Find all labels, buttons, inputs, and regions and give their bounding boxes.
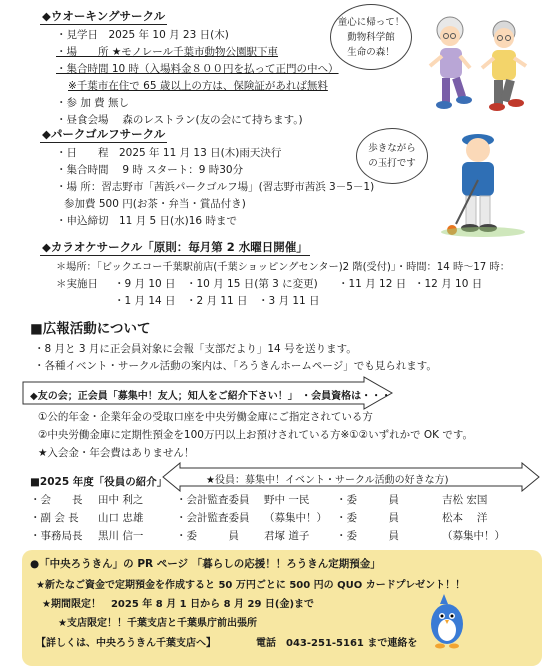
officer-cell: 野中 一民 bbox=[264, 494, 310, 506]
parkgolf-place: ・場 所：習志野市「茜浜パークゴルフ場」(習志野市茜浜 3－5－1) bbox=[56, 181, 375, 193]
officer-cell: （募集中！） bbox=[442, 530, 505, 542]
friends-qualification: ②中央労働金庫に定期性預金を100万円以上お預けされている方※①②いずれかで OK です。 bbox=[38, 429, 474, 441]
walking-fee: ・参 加 費 無し bbox=[56, 97, 130, 109]
officer-cell: 黒川 信一 bbox=[98, 530, 144, 542]
walking-place: ・場 所 ★モノレール千葉市動物公園駅下車 bbox=[56, 46, 279, 58]
officer-cell: ・委 員 bbox=[336, 530, 399, 542]
bubble-line: 童心に帰って！ bbox=[337, 16, 405, 28]
officer-cell: ・委 員 bbox=[336, 494, 399, 506]
karaoke-title: ◆カラオケサークル「原則：毎月第 2 水曜日開催」 bbox=[42, 240, 308, 254]
karaoke-date: ・1 月 14 日 bbox=[114, 295, 176, 307]
karaoke-place-time: ＊場所：「ビックエコー千葉駅前店(千葉ショッピングセンター)2 階(受付)」・時間：14 時～17 時： bbox=[56, 262, 510, 273]
bank-pr-line: ★支店限定！！千葉支店と千葉県庁前出張所 bbox=[58, 618, 257, 629]
officer-cell: ・事務局長 bbox=[30, 530, 83, 542]
pr-line: ・8 月と 3 月に正会員対象に会報「支部だより」14 号を送ります。 bbox=[34, 343, 357, 355]
officer-cell: 田中 利之 bbox=[98, 494, 144, 506]
bubble-line: 動物科学館 bbox=[347, 31, 395, 43]
walking-visit-date: ・見学日 2025 年 10 月 23 日(木) bbox=[56, 29, 229, 41]
bubble-line: 歩きながら bbox=[368, 143, 416, 154]
karaoke-date: ・10 月 15 日(第 3 に変更) bbox=[186, 278, 318, 290]
walking-lunch: ・昼食会場 森のレストラン(友の会にて持ちます。) bbox=[56, 114, 303, 126]
parkgolf-title: ◆パークゴルフサークル bbox=[42, 127, 166, 141]
friends-arrow-text: ◆友の会；正会員「募集中！友人；知人をご紹介下さい！」 ・会員資格は・・・ bbox=[30, 391, 392, 402]
bank-pr-line: ★新たなご資金で定期預金を作成すると 50 万円ごとに 500 円の QUO カードプレゼント！！ bbox=[36, 580, 466, 591]
karaoke-dates-label: ＊実施日 bbox=[56, 278, 98, 290]
bank-pr-title: ●「中央ろうきん」の PR ページ 「暮らしの応援！！ろうきん定期預金」 bbox=[30, 558, 381, 570]
officers-recruiting-text: ★役員：募集中！イベント・サークル活動の好きな方) bbox=[206, 475, 449, 486]
bird-mascot-illustration bbox=[424, 590, 470, 650]
karaoke-date: ・2 月 11 日 bbox=[186, 295, 248, 307]
officer-cell: ・会計監査委員 bbox=[176, 494, 250, 506]
parkgolf-fee: 参加費 500 円(お茶・弁当・賞品付き) bbox=[64, 198, 246, 210]
walking-meeting-time: ・集合時間 10 時（入場料金８００円を払って正門の中へ） bbox=[56, 63, 339, 75]
officer-cell: 松本 洋 bbox=[442, 512, 488, 524]
bubble-line: 生命の森！ bbox=[347, 46, 395, 58]
walking-note: ※千葉市在住で 65 歳以上の方は、保険証があれば無料 bbox=[68, 80, 328, 92]
officer-cell: ・委 員 bbox=[336, 512, 399, 524]
pr-title: ■広報活動について bbox=[30, 321, 151, 337]
bank-pr-line: ★期間限定！ 2025 年 8 月 1 日から 8 月 29 日(金)まで bbox=[42, 599, 315, 610]
karaoke-date: ・11 月 12 日 bbox=[338, 278, 407, 290]
officer-cell: （募集中！） bbox=[264, 512, 327, 524]
officer-cell: 君塚 道子 bbox=[264, 530, 310, 542]
parkgolf-deadline: ・申込締切 11 月 5 日(水)16 時まで bbox=[56, 215, 237, 227]
bank-pr-phone: 電話 043-251-5161 まで連絡を bbox=[256, 638, 418, 649]
walking-speech-bubble bbox=[330, 4, 412, 70]
officer-cell: 吉松 宏国 bbox=[442, 494, 488, 506]
karaoke-date: ・3 月 11 日 bbox=[258, 295, 320, 307]
officer-cell: ・会 長 bbox=[30, 494, 83, 506]
officer-cell: ・委 員 bbox=[176, 530, 239, 542]
parkgolf-time: ・集合時間 9 時 スタート：9 時30分 bbox=[56, 164, 244, 176]
pr-line: ・各種イベント・サークル活動の案内は、「ろうきんホームページ」でも見られます。 bbox=[34, 360, 437, 372]
officer-cell: ・副 会 長 bbox=[30, 512, 79, 524]
officers-title: ■2025 年度「役員の紹介」 bbox=[30, 476, 168, 488]
officer-cell: ・会計監査委員 bbox=[176, 512, 250, 524]
parkgolf-date: ・日 程 2025 年 11 月 13 日(木)雨天決行 bbox=[56, 147, 282, 159]
friends-qualification: ①公的年金・企業年金の受取口座を中央労働金庫にご指定されている方 bbox=[38, 411, 373, 423]
bank-pr-contact: 【詳しくは、中央ろうきん千葉支店へ】 bbox=[36, 638, 216, 649]
officer-cell: 山口 忠雄 bbox=[98, 512, 144, 524]
friends-fee-note: ★入会金・年会費はありません！ bbox=[38, 447, 195, 459]
walking-couple-illustration bbox=[418, 8, 540, 120]
karaoke-date: ・12 月 10 日 bbox=[414, 278, 483, 290]
parkgolf-speech-bubble bbox=[356, 128, 428, 184]
golfer-illustration bbox=[428, 128, 526, 238]
bubble-line: の玉打です bbox=[368, 158, 416, 169]
walking-title: ◆ウオーキングサークル bbox=[42, 9, 166, 23]
karaoke-date: ・9 月 10 日 bbox=[114, 278, 176, 290]
